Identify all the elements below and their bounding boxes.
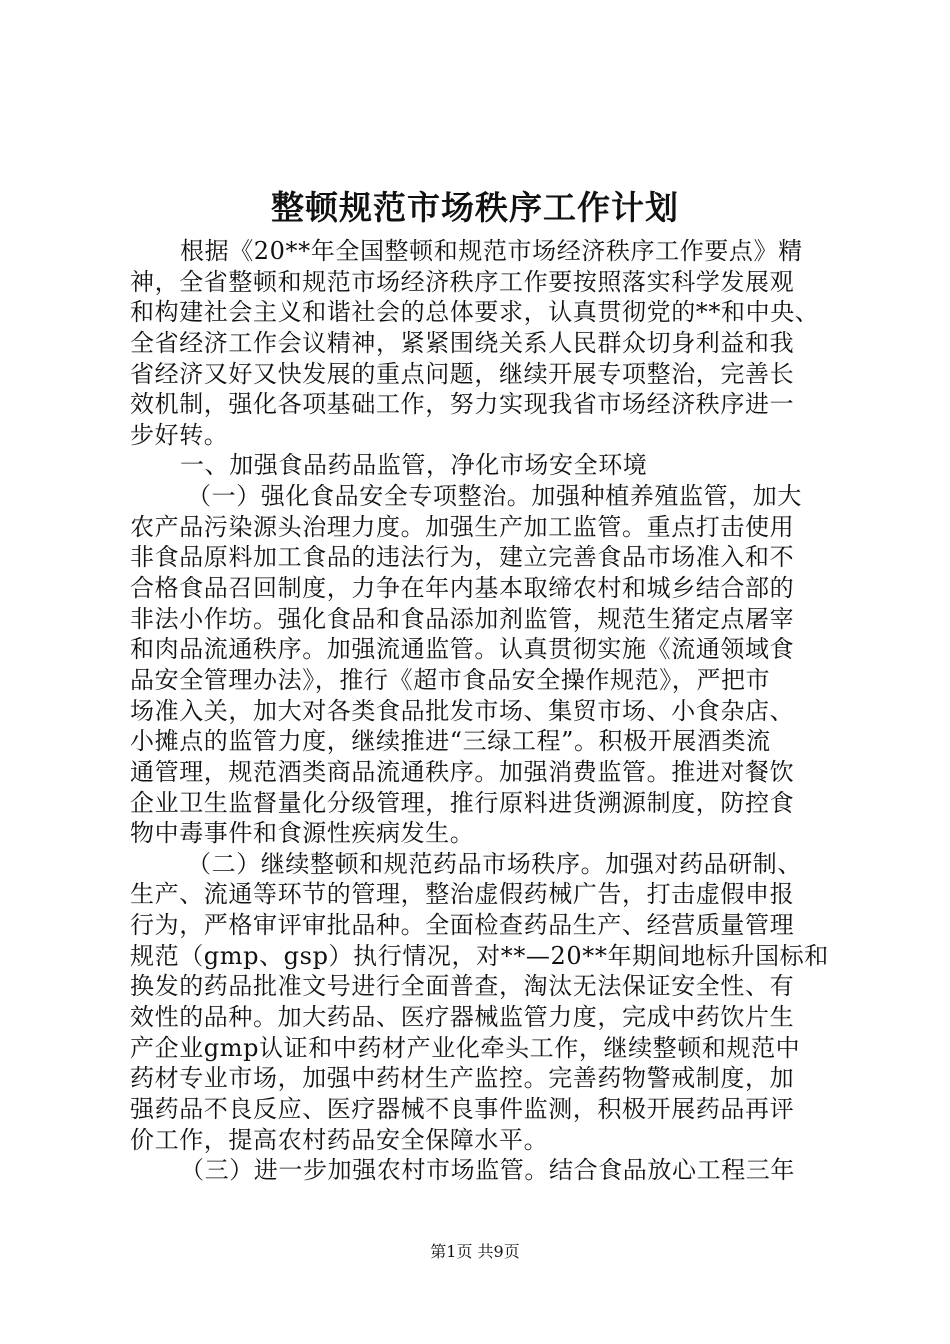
paragraph-line: 规范（gmp、gsp）执行情况，对**—20**年期间地标升国标和 (130, 941, 829, 970)
paragraph-line: 产企业gmp认证和中药材产业化牵头工作，继续整顿和规范中 (130, 1033, 801, 1062)
paragraph-line: 全省经济工作会议精神，紧紧围绕关系人民群众切身利益和我 (130, 328, 795, 357)
paragraph-line: 小摊点的监管力度，继续推进“三绿工程”。积极开展酒类流 (130, 727, 771, 756)
paragraph-line: 省经济又好又快发展的重点问题，继续开展专项整治，完善长 (130, 359, 795, 388)
paragraph-line: 强药品不良反应、医疗器械不良事件监测，积极开展药品再评 (130, 1094, 795, 1123)
paragraph-line: 农产品污染源头治理力度。加强生产加工监管。重点打击使用 (130, 512, 795, 541)
paragraph-line: （二）继续整顿和规范药品市场秩序。加强对药品研制、 (187, 849, 802, 878)
paragraph-line: 效机制，强化各项基础工作，努力实现我省市场经济秩序进一 (130, 390, 795, 419)
paragraph-line: 企业卫生监督量化分级管理，推行原料进货溯源制度，防控食 (130, 788, 795, 817)
paragraph-line: （一）强化食品安全专项整治。加强种植养殖监管，加大 (187, 482, 802, 511)
section-heading: 一、加强食品药品监管，净化市场安全环境 (180, 451, 648, 480)
paragraph-line: 价工作，提高农村药品安全保障水平。 (130, 1125, 549, 1154)
paragraph-line: 非法小作坊。强化食品和食品添加剂监管，规范生猪定点屠宰 (130, 604, 795, 633)
paragraph-line: 药材专业市场，加强中药材生产监控。完善药物警戒制度，加 (130, 1064, 795, 1093)
paragraph-line: 换发的药品批准文号进行全面普查，淘汰无法保证安全性、有 (130, 972, 795, 1001)
document-body (130, 236, 840, 1186)
paragraph-line: 和构建社会主义和谐社会的总体要求，认真贯彻党的**和中央、 (130, 298, 820, 327)
paragraph-line: 通管理，规范酒类商品流通秩序。加强消费监管。推进对餐饮 (130, 757, 795, 786)
paragraph-line: 场准入关，加大对各类食品批发市场、集贸市场、小食杂店、 (130, 696, 795, 725)
paragraph-line: 行为，严格审评审批品种。全面检查药品生产、经营质量管理 (130, 911, 795, 940)
page-footer: 第1页 共9页 (430, 1242, 520, 1261)
paragraph-line: 非食品原料加工食品的违法行为，建立完善食品市场准入和不 (130, 543, 795, 572)
paragraph-line: 品安全管理办法》，推行《超市食品安全操作规范》，严把市 (130, 665, 771, 694)
paragraph-line: 合格食品召回制度，力争在年内基本取缔农村和城乡结合部的 (130, 574, 795, 603)
paragraph-line: 效性的品种。加大药品、医疗器械监管力度，完成中药饮片生 (130, 1003, 795, 1032)
paragraph-line: 和肉品流通秩序。加强流通监管。认真贯彻实施《流通领域食 (130, 635, 795, 664)
paragraph-line: 步好转。 (130, 420, 229, 449)
paragraph-line: 生产、流通等环节的管理，整治虚假药械广告，打击虚假申报 (130, 880, 795, 909)
paragraph-line: 物中毒事件和食源性疾病发生。 (130, 819, 475, 848)
paragraph-line: 神，全省整顿和规范市场经济秩序工作要按照落实科学发展观 (130, 267, 795, 296)
paragraph-line: 根据《20**年全国整顿和规范市场经济秩序工作要点》精 (180, 237, 803, 265)
document-title: 整顿规范市场秩序工作计划 (271, 188, 679, 227)
paragraph-line: （三）进一步加强农村市场监管。结合食品放心工程三年 (180, 1156, 795, 1185)
